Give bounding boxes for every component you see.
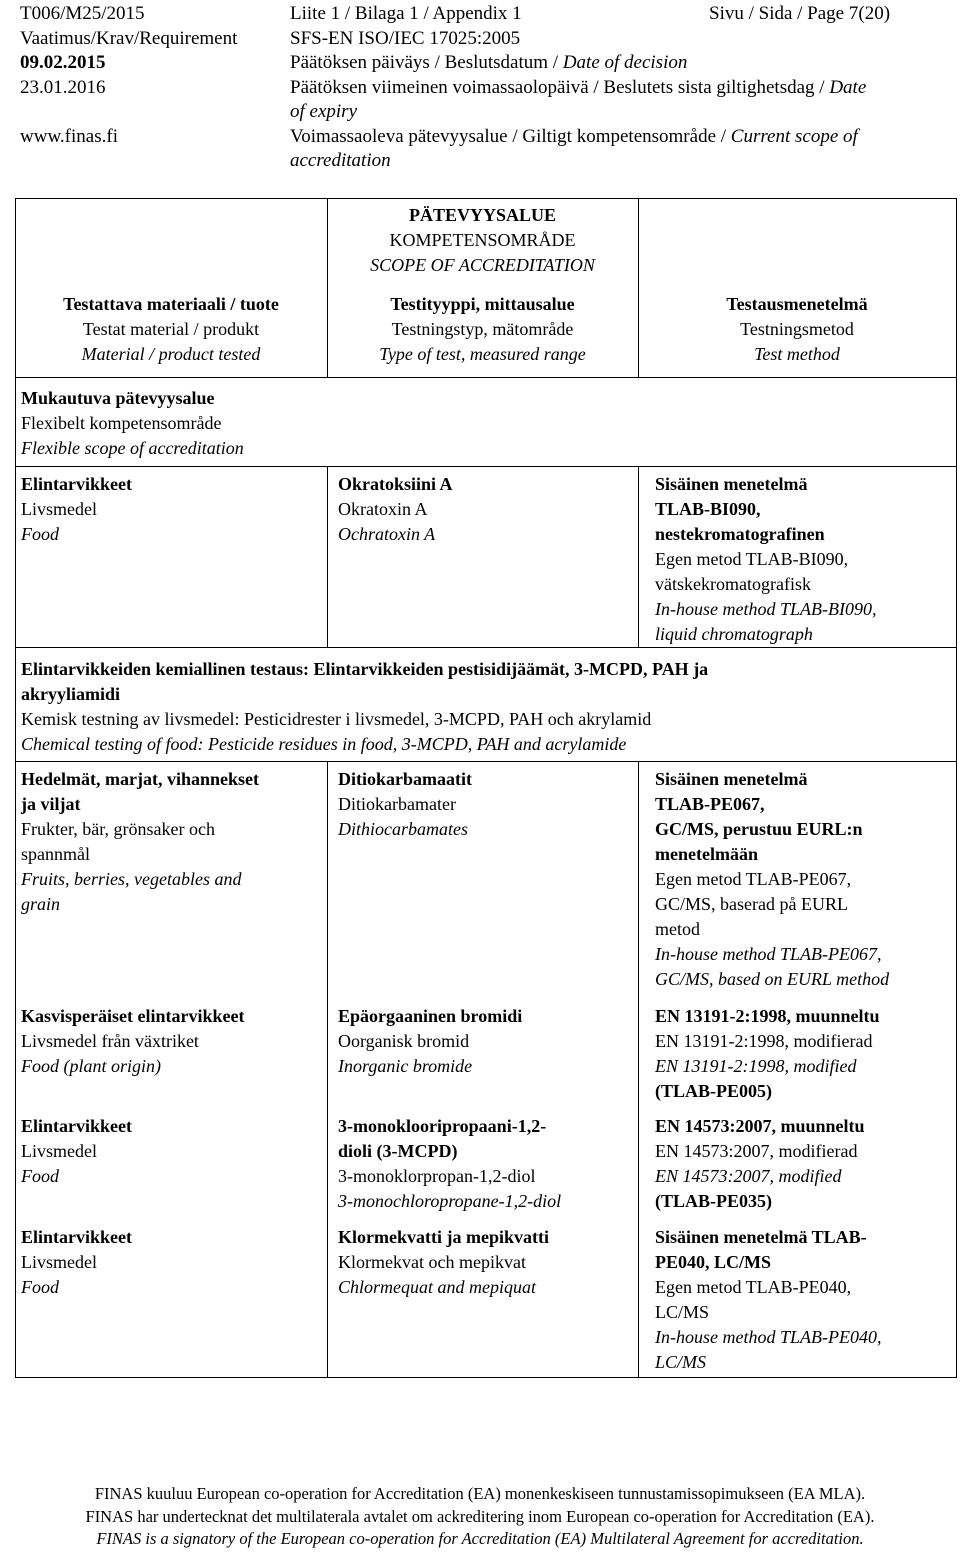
row-1-method-sv-2: GC/MS, baserad på EURL xyxy=(655,894,848,914)
row-1-material-en-2: grain xyxy=(21,894,61,914)
ochratoxin-type xyxy=(338,472,453,547)
row-3-method-code-1: (TLAB-PE035) xyxy=(655,1191,772,1211)
table-col-divider-1b xyxy=(327,466,328,647)
col-header-type-sv: Testningstyp, mätområde xyxy=(391,319,574,339)
row-4-type-fi-1: Klormekvatti ja mepikvatti xyxy=(338,1227,549,1247)
row-4-method-en-2: LC/MS xyxy=(655,1352,707,1372)
decision-date: 09.02.2015 xyxy=(20,52,106,73)
table-border-right xyxy=(956,198,957,1378)
expiry-label-cont: of expiry xyxy=(290,101,358,122)
ochratoxin-type-sv: Okratoxin A xyxy=(338,499,428,519)
row-1-material-sv-1: Frukter, bär, grönsaker och xyxy=(21,819,215,839)
ochratoxin-method-sv-2: vätskekromatografisk xyxy=(655,574,811,594)
requirement-label: Vaatimus/Krav/Requirement xyxy=(20,27,238,49)
ochratoxin-type-fi: Okratoksiini A xyxy=(338,474,453,494)
col-header-method-sv: Testningsmetod xyxy=(740,319,854,339)
row-3-method-sv-1: EN 14573:2007, modifierad xyxy=(655,1141,858,1161)
row-2-material xyxy=(21,1004,244,1079)
row-1-method-sv-1: Egen metod TLAB-PE067, xyxy=(655,869,852,889)
expiry-label: Päätöksen viimeinen voimassaolopäivä / Beslutets sista giltighetsdag / Date xyxy=(290,76,867,98)
col-header-material-en: Material / product tested xyxy=(81,344,261,364)
row-1-method-en-2: GC/MS, based on EURL method xyxy=(655,969,890,989)
requirement-standard: SFS-EN ISO/IEC 17025:2005 xyxy=(290,27,521,49)
table-border-bottom xyxy=(15,1377,957,1378)
row-1-material-en-1: Fruits, berries, vegetables and xyxy=(21,869,242,889)
appendix-label: Liite 1 / Bilaga 1 / Appendix 1 xyxy=(290,3,522,24)
col-header-type-en: Type of test, measured range xyxy=(379,344,586,364)
row-3-type xyxy=(338,1114,561,1214)
scope-heading-sv: KOMPETENSOMRÅDE xyxy=(389,230,576,250)
ochratoxin-method-fi-3: nestekromatografinen xyxy=(655,524,825,544)
row-1-method-fi-1: Sisäinen menetelmä xyxy=(655,769,808,789)
col-header-type-fi: Testityyppi, mittausalue xyxy=(390,294,575,314)
row-1-material xyxy=(21,767,259,917)
section-heading-fi-1: Elintarvikkeiden kemiallinen testaus: Elintarvikkeiden pestisidijäämät, 3-MCPD, PAH ja xyxy=(21,659,709,679)
row-4-method-fi-2: PE040, LC/MS xyxy=(655,1252,772,1272)
scope-label: Voimassaoleva pätevyysalue / Giltigt kompetensområde / Current scope of xyxy=(290,125,858,147)
row-4-method-en-1: In-house method TLAB-PE040, xyxy=(655,1327,882,1347)
row-1-method-fi-3: GC/MS, perustuu EURL:n xyxy=(655,819,863,839)
ochratoxin-material xyxy=(21,472,132,547)
ochratoxin-method-sv-1: Egen metod TLAB-BI090, xyxy=(655,549,849,569)
row-3-type-en-1: 3-monochloropropane-1,2-diol xyxy=(338,1191,562,1211)
flexible-scope xyxy=(21,386,244,461)
footer-fi: FINAS kuuluu European co-operation for Accreditation (EA) monenkeskiseen tunnustamissopimukseen (EA MLA). xyxy=(94,1484,866,1503)
row-3-material-sv-1: Livsmedel xyxy=(21,1141,97,1161)
table-rule-header xyxy=(15,377,957,378)
expiry-date: 23.01.2016 xyxy=(20,76,106,98)
row-2-method-sv-1: EN 13191-2:1998, modifierad xyxy=(655,1031,873,1051)
col-header-material-fi: Testattava materiaali / tuote xyxy=(63,294,279,314)
scope-heading-fi: PÄTEVYYSALUE xyxy=(408,205,557,225)
page-number: Sivu / Sida / Page 7(20) xyxy=(709,3,891,24)
row-4-material-en-1: Food xyxy=(21,1277,59,1297)
row-3-type-fi-1: 3-monoklooripropaani-1,2- xyxy=(338,1116,547,1136)
scope-heading-en: SCOPE OF ACCREDITATION xyxy=(370,255,595,275)
flexible-scope-en: Flexible scope of accreditation xyxy=(21,438,244,458)
row-1-method xyxy=(655,767,889,992)
table-rule-flexible xyxy=(15,466,957,467)
row-1-method-sv-3: metod xyxy=(655,919,700,939)
scope-heading xyxy=(327,203,638,278)
document-code: T006/M25/2015 xyxy=(20,3,145,24)
row-1-material-fi-2: ja viljat xyxy=(21,794,81,814)
decision-date-label: Päätöksen päiväys / Beslutsdatum / Date of decision xyxy=(290,52,688,73)
row-2-type-sv-1: Oorganisk bromid xyxy=(338,1031,470,1051)
section-heading-sv: Kemisk testning av livsmedel: Pesticidrester i livsmedel, 3-MCPD, PAH och akrylamid xyxy=(21,709,652,729)
ochratoxin-method-en-1: In-house method TLAB-BI090, xyxy=(655,599,877,619)
col-header-method-fi: Testausmenetelmä xyxy=(726,294,868,314)
row-2-material-en-1: Food (plant origin) xyxy=(21,1056,161,1076)
row-4-material xyxy=(21,1225,132,1300)
table-rule-section xyxy=(15,761,957,762)
ochratoxin-method-fi-1: Sisäinen menetelmä xyxy=(655,474,808,494)
section-heading-en: Chemical testing of food: Pesticide residues in food, 3-MCPD, PAH and acrylamide xyxy=(21,734,627,754)
section-heading xyxy=(21,657,708,757)
flexible-scope-fi: Mukautuva pätevyysalue xyxy=(21,388,215,408)
row-4-method-sv-2: LC/MS xyxy=(655,1302,710,1322)
table-col-divider-1c xyxy=(327,761,328,1377)
row-3-material-en-1: Food xyxy=(21,1166,59,1186)
row-2-method-fi-1: EN 13191-2:1998, muunneltu xyxy=(655,1006,880,1026)
row-2-method-code-1: (TLAB-PE005) xyxy=(655,1081,772,1101)
row-3-material-fi-1: Elintarvikkeet xyxy=(21,1116,132,1136)
col-header-method-en: Test method xyxy=(754,344,840,364)
row-1-type xyxy=(338,767,472,842)
row-1-type-sv-1: Ditiokarbamater xyxy=(338,794,456,814)
header-middle xyxy=(290,2,950,174)
ochratoxin-type-en: Ochratoxin A xyxy=(338,524,436,544)
ochratoxin-material-en: Food xyxy=(21,524,59,544)
footer-en: FINAS is a signatory of the European co-operation for Accreditation (EA) Multilateral Agreement for accreditation. xyxy=(96,1529,864,1548)
row-3-method-en-1: EN 14573:2007, modified xyxy=(655,1166,842,1186)
finas-website: www.finas.fi xyxy=(20,125,118,147)
row-3-material xyxy=(21,1114,132,1189)
row-2-type-en-1: Inorganic bromide xyxy=(338,1056,473,1076)
ochratoxin-material-fi: Elintarvikkeet xyxy=(21,474,132,494)
row-3-method-fi-1: EN 14573:2007, muunneltu xyxy=(655,1116,865,1136)
section-heading-fi-2: akryyliamidi xyxy=(21,684,121,704)
ochratoxin-material-sv: Livsmedel xyxy=(21,499,97,519)
row-1-method-fi-2: TLAB-PE067, xyxy=(655,794,765,814)
table-col-divider-2b xyxy=(638,466,639,647)
row-2-type xyxy=(338,1004,522,1079)
ochratoxin-method xyxy=(655,472,876,647)
row-2-material-fi-1: Kasvisperäiset elintarvikkeet xyxy=(21,1006,245,1026)
col-header-method xyxy=(638,292,956,367)
row-1-material-fi-1: Hedelmät, marjat, vihannekset xyxy=(21,769,259,789)
footer xyxy=(0,1483,960,1551)
row-4-type-sv-1: Klormekvat och mepikvat xyxy=(338,1252,526,1272)
ochratoxin-method-en-2: liquid chromatograph xyxy=(655,624,813,644)
row-4-method-sv-1: Egen metod TLAB-PE040, xyxy=(655,1277,852,1297)
row-2-method-en-1: EN 13191-2:1998, modified xyxy=(655,1056,857,1076)
table-border-left xyxy=(15,198,16,1378)
row-2-material-sv-1: Livsmedel från växtriket xyxy=(21,1031,199,1051)
row-2-method xyxy=(655,1004,880,1104)
row-4-method-fi-1: Sisäinen menetelmä TLAB- xyxy=(655,1227,867,1247)
scope-label-cont: accreditation xyxy=(290,150,391,171)
table-rule-ochratoxin xyxy=(15,647,957,648)
row-4-material-sv-1: Livsmedel xyxy=(21,1252,97,1272)
row-4-type-en-1: Chlormequat and mepiquat xyxy=(338,1277,536,1297)
row-4-type xyxy=(338,1225,549,1300)
table-col-divider-2c xyxy=(638,761,639,1377)
row-3-type-fi-2: dioli (3-MCPD) xyxy=(338,1141,458,1161)
header-left xyxy=(20,2,290,149)
row-1-type-fi-1: Ditiokarbamaatit xyxy=(338,769,472,789)
footer-sv: FINAS har undertecknat det multilaterala avtalet om ackreditering inom European co-operation for Accreditation (EA). xyxy=(85,1506,875,1526)
row-2-type-fi-1: Epäorgaaninen bromidi xyxy=(338,1006,523,1026)
row-1-method-en-1: In-house method TLAB-PE067, xyxy=(655,944,882,964)
ochratoxin-method-fi-2: TLAB-BI090, xyxy=(655,499,761,519)
col-header-material xyxy=(15,292,327,367)
row-4-material-fi-1: Elintarvikkeet xyxy=(21,1227,132,1247)
row-3-type-sv-1: 3-monoklorpropan-1,2-diol xyxy=(338,1166,536,1186)
row-1-material-sv-2: spannmål xyxy=(21,844,90,864)
table-border-top xyxy=(15,198,957,199)
col-header-type xyxy=(327,292,638,367)
col-header-material-sv: Testat material / produkt xyxy=(82,319,260,339)
header-left-blank xyxy=(20,100,290,125)
row-4-method xyxy=(655,1225,881,1375)
row-1-method-fi-4: menetelmään xyxy=(655,844,758,864)
row-1-type-en-1: Dithiocarbamates xyxy=(338,819,468,839)
row-3-method xyxy=(655,1114,865,1214)
flexible-scope-sv: Flexibelt kompetensområde xyxy=(21,413,222,433)
